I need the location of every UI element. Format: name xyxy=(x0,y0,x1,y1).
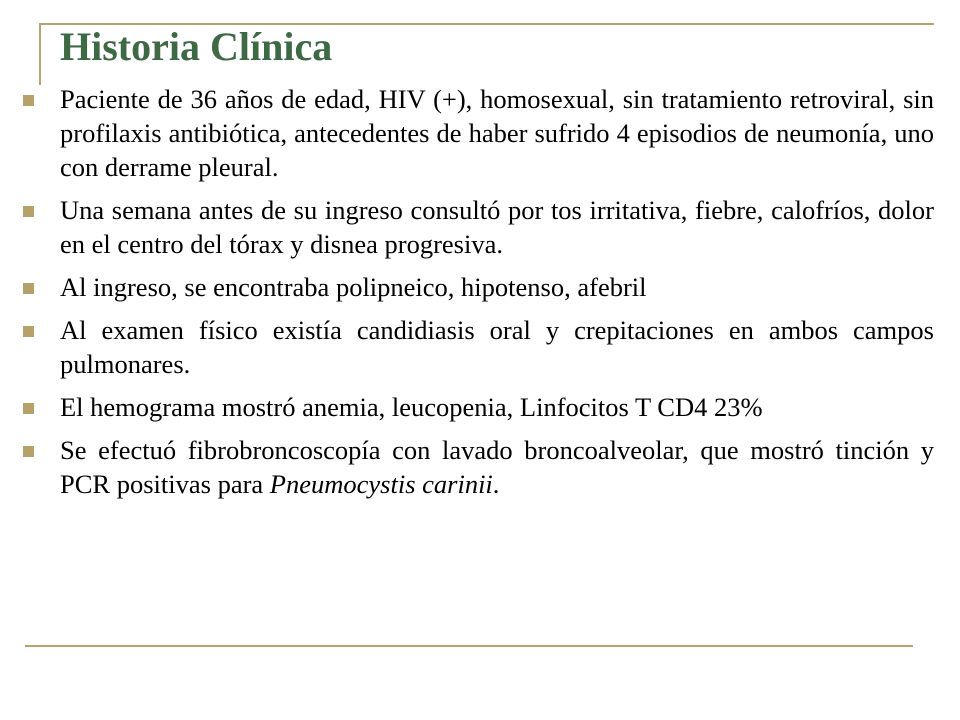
bullet-text-end: . xyxy=(492,469,500,499)
organism-name: Pneumocystis carinii xyxy=(269,469,493,499)
bullet-text: Al ingreso, se encontraba polipneico, hipotenso, afebril xyxy=(60,272,647,302)
bullet-item xyxy=(22,270,934,304)
bullet-item xyxy=(22,433,934,501)
square-bullet-icon xyxy=(23,326,34,337)
slide-title: Historia Clínica xyxy=(60,24,333,69)
bullet-item xyxy=(22,313,934,381)
bullet-text: Una semana antes de su ingreso consultó por tos irritativa, fiebre, calofríos, dolor en el centro del tórax y disnea progresiva. xyxy=(60,195,934,259)
bullet-text: Al examen físico existía candidiasis oral y crepitaciones en ambos campos pulmonares. xyxy=(60,315,934,379)
bullet-text-start: Se efectuó fibrobroncoscopía con lavado broncoalveolar, que mostró tinción y PCR positivas para xyxy=(60,435,934,499)
bottom-rule xyxy=(25,645,913,647)
bullet-text xyxy=(60,435,934,499)
bullet-text: El hemograma mostró anemia, leucopenia, Linfocitos T CD4 23% xyxy=(60,392,763,422)
square-bullet-icon xyxy=(23,403,34,414)
left-rule xyxy=(39,23,41,85)
square-bullet-icon xyxy=(23,446,34,457)
bullet-item xyxy=(22,193,934,261)
square-bullet-icon xyxy=(23,206,34,217)
bullet-item xyxy=(22,82,934,184)
square-bullet-icon xyxy=(23,95,34,106)
bullet-item xyxy=(22,390,934,424)
bullet-list xyxy=(22,82,934,510)
bullet-text: Paciente de 36 años de edad, HIV (+), homosexual, sin tratamiento retroviral, sin profilaxis antibiótica, antecedentes de haber sufrido 4 episodios de neumonía, uno con derrame pleural. xyxy=(60,84,934,182)
square-bullet-icon xyxy=(23,283,34,294)
